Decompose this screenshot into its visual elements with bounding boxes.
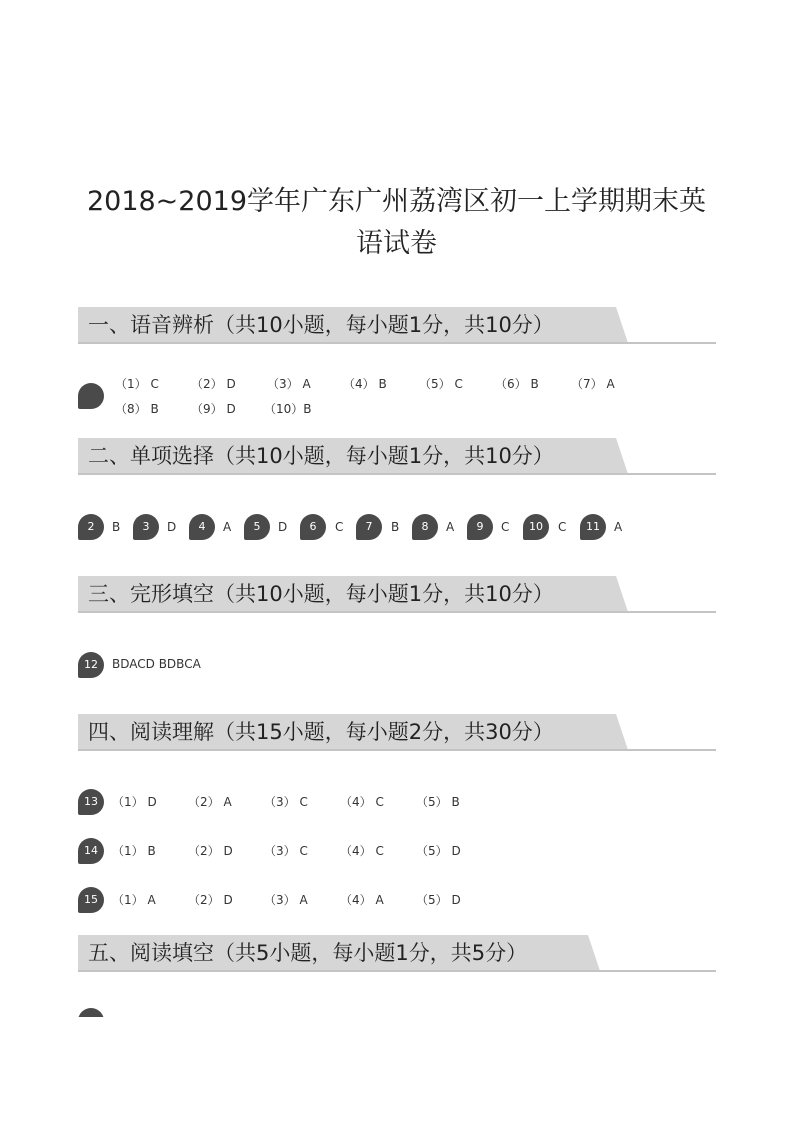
answer: A — [223, 520, 232, 534]
answer: C — [335, 520, 344, 534]
answer: （2） D — [188, 844, 233, 858]
answer: A — [614, 520, 623, 534]
question-number-badge: 13 — [78, 789, 104, 815]
section-single-choice — [78, 438, 716, 476]
answer-q1-8: （8） B — [115, 402, 159, 416]
title-line-1: 2018~2019学年广东广州荔湾区初一上学期期末英 — [86, 186, 707, 217]
answer: （5） D — [416, 844, 461, 858]
question-number-badge: 4 — [189, 514, 215, 540]
answer-q1-10: （10）B — [264, 402, 312, 416]
answer: D — [167, 520, 177, 534]
answer-q1-2: （2） D — [191, 377, 236, 391]
answer-q1-3: （3） A — [267, 377, 311, 391]
answer: D — [278, 520, 288, 534]
answer: （3） C — [264, 795, 308, 809]
answer-q1-6: （6） B — [495, 377, 539, 391]
question-number-badge: 14 — [78, 838, 104, 864]
question-number-badge-partial — [78, 1008, 104, 1017]
answer: （1） B — [112, 844, 156, 858]
page-title — [60, 181, 733, 265]
answer: （3） A — [264, 893, 308, 907]
answer: C — [501, 520, 510, 534]
section-reading-fill — [78, 935, 716, 973]
question-number-badge: 8 — [412, 514, 438, 540]
section-heading: 四、阅读理解（共15小题，每小题2分，共30分） — [88, 720, 554, 744]
answer: （4） A — [340, 893, 384, 907]
answer-q1-5: （5） C — [419, 377, 463, 391]
question-number-badge: 3 — [133, 514, 159, 540]
answer: （5） D — [416, 893, 461, 907]
question-number-badge: 6 — [300, 514, 326, 540]
answer: （1） A — [112, 893, 156, 907]
answer: （3） C — [264, 844, 308, 858]
question-number-badge: 7 — [356, 514, 382, 540]
answer: （4） C — [340, 795, 384, 809]
answer-q1-7: （7） A — [571, 377, 615, 391]
question-number-badge: 10 — [523, 514, 549, 540]
answer-q1-9: （9） D — [191, 402, 236, 416]
question-number-badge: 11 — [580, 514, 606, 540]
section-cloze — [78, 576, 716, 614]
answer: （2） D — [188, 893, 233, 907]
page-cutoff-mask — [0, 1017, 793, 1121]
section-heading: 五、阅读填空（共5小题，每小题1分，共5分） — [88, 941, 528, 965]
answer-q1-1: （1） C — [115, 377, 159, 391]
answer: （1） D — [112, 795, 157, 809]
answer: C — [558, 520, 567, 534]
answer: B — [391, 520, 400, 534]
answer: （4） C — [340, 844, 384, 858]
answer: （2） A — [188, 795, 232, 809]
section-reading — [78, 714, 716, 752]
section-heading: 二、单项选择（共10小题，每小题1分，共10分） — [88, 444, 554, 468]
question-number-badge: 2 — [78, 514, 104, 540]
answer-q12: BDACD BDBCA — [112, 657, 201, 671]
section-heading: 一、语音辨析（共10小题，每小题1分，共10分） — [88, 313, 554, 337]
section-heading: 三、完形填空（共10小题，每小题1分，共10分） — [88, 582, 554, 606]
answer: （5） B — [416, 795, 460, 809]
question-number-badge — [78, 383, 104, 409]
answer: B — [112, 520, 121, 534]
question-number-badge: 15 — [78, 887, 104, 913]
question-number-badge: 9 — [467, 514, 493, 540]
question-number-badge: 12 — [78, 652, 104, 678]
answer: A — [446, 520, 455, 534]
title-line-2: 语试卷 — [356, 228, 437, 259]
section-phonetics — [78, 307, 716, 345]
answer-q1-4: （4） B — [343, 377, 387, 391]
question-number-badge: 5 — [244, 514, 270, 540]
